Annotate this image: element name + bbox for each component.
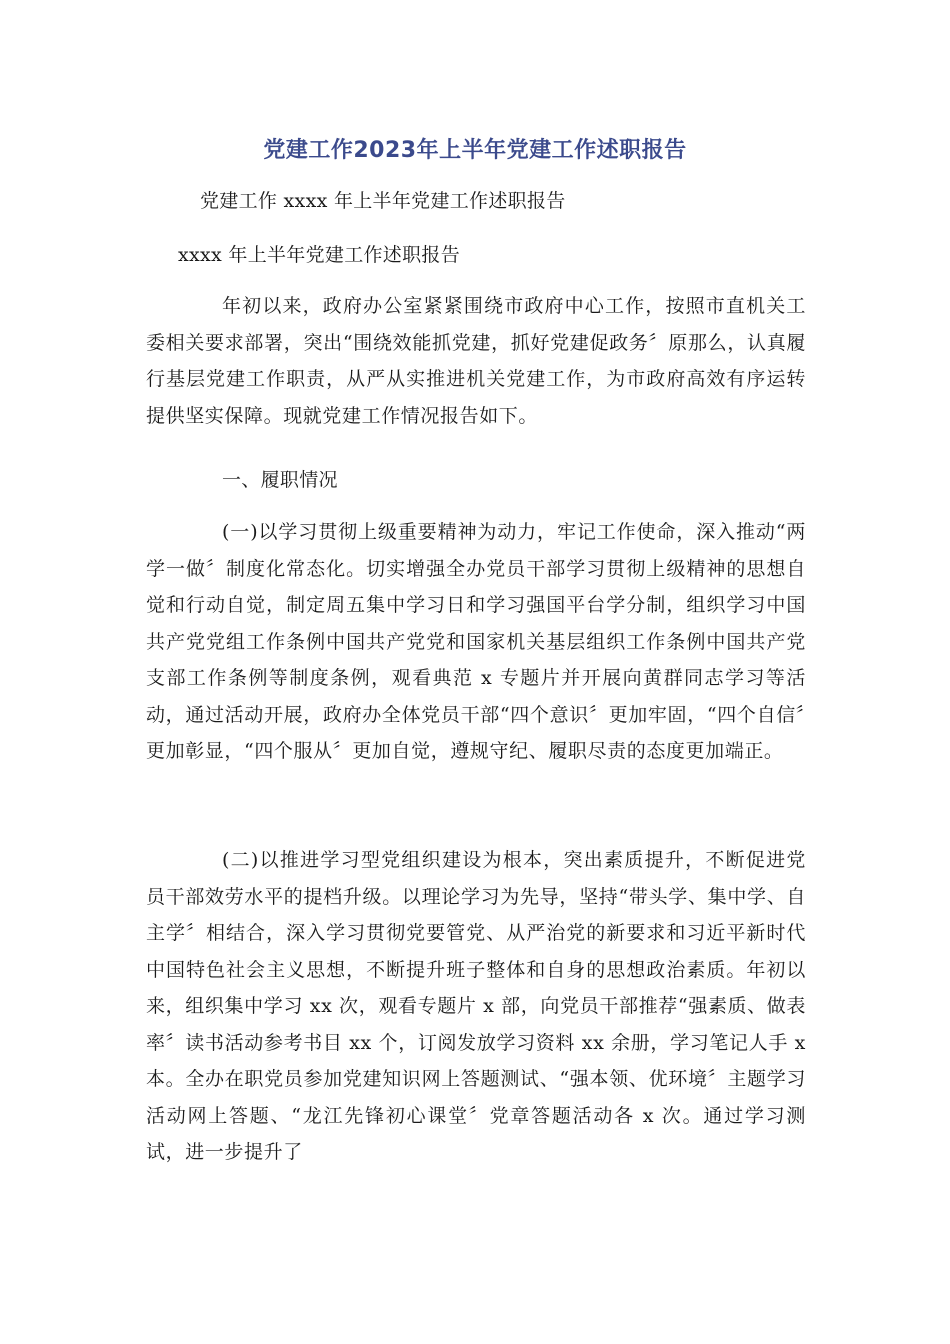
subtitle-line-1: 党建工作 xxxx 年上半年党建工作述职报告 (200, 190, 566, 212)
intro-paragraph: 年初以来，政府办公室紧紧围绕市政府中心工作，按照市直机关工委相关要求部署，突出“围绕效能抓党建，抓好党建促政务〞原那么，认真履行基层党建工作职责，从严从实推进机关党建工作，为市政府高效有序运转提供坚实保障。现就党建工作情况报告如下。 (146, 295, 806, 427)
document-title: 党建工作2023年上半年党建工作述职报告 (263, 138, 687, 163)
paragraph-1: (一)以学习贯彻上级重要精神为动力，牢记工作使命，深入推动“两学一做〞制度化常态化。切实增强全办党员干部学习贯彻上级精神的思想自觉和行动自觉，制定周五集中学习日和学习强国平台学分制，组织学习中国共产党党组工作条例中国共产党党和国家机关基层组织工作条例中国共产党支部工作条例等制度条例，观看典范 x 专题片并开展向黄群同志学习等活动，通过活动开展，政府办全体党员干部“四个意识〞更加牢固，“四个自信〞更加彰显，“四个服从〞更加自觉，遵规守纪、履职尽责的态度更加端正。 (146, 521, 806, 762)
section-heading: 一、履职情况 (222, 469, 338, 491)
paragraph-2: (二)以推进学习型党组织建设为根本，突出素质提升，不断促进党员干部效劳水平的提档升级。以理论学习为先导，坚持“带头学、集中学、自主学〞相结合，深入学习贯彻党要管党、从严治党的新要求和习近平新时代中国特色社会主义思想，不断提升班子整体和自身的思想政治素质。年初以来，组织集中学习 xx 次，观看专题片 x 部，向党员干部推荐“强素质、做表率〞读书活动参考书目 xx 个，订阅发放学习资料 xx 余册，学习笔记人手 x 本。全办在职党员参加党建知识网上答题测试、“强本领、优环境〞主题学习活动网上答题、“龙江先锋初心课堂〞党章答题活动各 x 次。通过学习测试，进一步提升了 (146, 849, 806, 1163)
subtitle-line-2: xxxx 年上半年党建工作述职报告 (178, 244, 461, 266)
